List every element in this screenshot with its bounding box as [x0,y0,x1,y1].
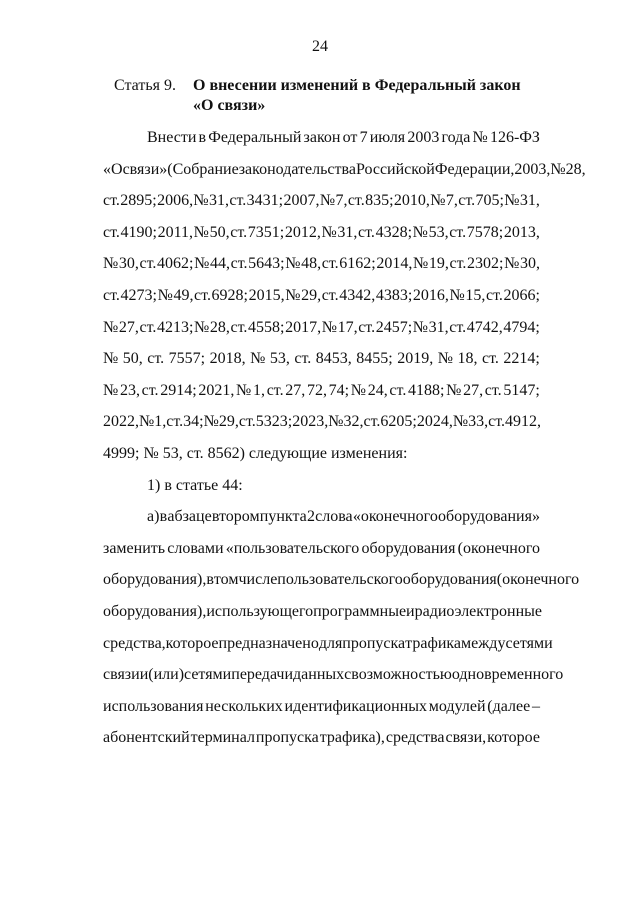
word: ст. [449,223,467,241]
word: 74; [328,381,350,399]
word: ст. [103,192,120,210]
word: 5323; [255,413,293,431]
word: 7351; [247,223,285,241]
word: № [103,318,119,336]
word: № [250,350,266,368]
word: ст. [358,318,376,336]
word: № [446,381,462,399]
word: 34; [183,413,204,431]
word: ст. [166,413,184,431]
word: оборудования), [103,602,207,620]
paragraph-line [103,722,540,754]
word: идентификационных [284,697,427,715]
word: 2914; [160,381,197,399]
word: (или) [148,666,185,684]
word: средства [385,729,445,747]
word: ст. [103,223,120,241]
word: «оконечного [352,508,438,526]
word: 7557; [168,350,206,368]
paragraph-line [103,185,540,217]
word: 4273; [120,286,157,304]
word: года [441,129,471,146]
word: 32, [343,413,364,431]
word: 2895; [120,192,157,210]
word: 19, [428,255,449,273]
word: – [531,697,540,715]
word: ст. [139,255,157,273]
word: ст. [449,318,467,336]
word: 1, [253,381,265,399]
word: 8455; [356,350,393,368]
word: Внести [147,129,197,146]
word: передачи [231,666,294,684]
word: 23, [119,381,140,399]
word: № [412,318,429,336]
word: № [328,413,344,431]
word: июля [369,129,406,146]
word: ст. [347,192,365,210]
word: 2 [306,508,315,526]
word: 4742, [466,318,503,336]
word: № [319,192,336,210]
word: 2010, [393,192,430,210]
paragraph-line [103,122,540,154]
word: № [321,318,337,336]
word: № [194,255,210,273]
article-title-line-1: О внесении изменений в Федеральный закон [193,77,521,94]
word: для [318,634,343,652]
article-label: Статья 9. [114,77,176,94]
word: ст. [458,192,476,210]
word: 4912, [504,413,541,431]
paragraph-line [103,596,540,628]
word: № [452,413,469,431]
word: «пользовательского [225,539,360,557]
word: использующего [206,602,314,620]
paragraph-line [103,343,540,375]
word: 50, [209,223,230,241]
word: терминал [190,729,255,747]
word: № [472,129,488,146]
word: 53, [269,350,290,368]
word: 2022, [103,413,139,431]
word: 27, [118,318,139,336]
line-words [147,122,540,154]
word: № [449,286,465,304]
word: Федерации, [434,160,515,178]
word: оборудования [361,539,456,557]
word: 29, [301,286,322,304]
word: трафика [405,634,462,652]
page-number: 24 [312,38,328,55]
line-words [103,533,540,565]
paragraph-line: 4999; № 53, ст. 8562) следующие изменения: [103,444,408,462]
word: (Собрание [167,160,239,178]
word: ст. [449,255,467,273]
word: № [350,381,367,399]
word: № [236,381,252,399]
word: ст. [358,223,375,241]
word: ст. [230,223,248,241]
word: № [157,286,173,304]
word: Федеральный [208,129,302,146]
word: абонентский [103,729,190,747]
word: связи, [445,729,487,747]
word: 31, [519,192,540,210]
line-words [103,312,540,344]
word: 44, [210,255,230,273]
word: пропуска [255,729,319,747]
word: ст. [321,255,339,273]
word: 15, [465,286,486,304]
word: № [193,223,209,241]
word: № [321,223,337,241]
paragraph-line [103,659,564,691]
word: ст. [141,381,159,399]
word: данных [293,666,345,684]
word: сетями [505,634,553,652]
word: ст. [294,350,312,368]
line-words [103,248,540,280]
word: 2012, [284,223,321,241]
word: программные [313,602,407,620]
word: пользовательского [277,571,403,589]
word: 53, [428,223,449,241]
word: ст. [194,286,211,304]
word: которое [165,634,219,652]
word: модулей [428,697,486,715]
word: № [437,350,453,368]
word: ст. [229,192,247,210]
line-words [103,722,540,754]
word: № [412,223,428,241]
word: ст. [389,381,407,399]
word: и [406,602,415,620]
word: 4342, [339,286,376,304]
word: 835; [365,192,394,210]
word: № [103,350,119,368]
word: 31, [337,223,358,241]
word: (оконечного [457,539,540,557]
word: оборудования» [437,508,540,526]
word: 28, [209,318,230,336]
word: 27, [285,381,306,399]
word: 2023, [292,413,329,431]
word: 7 [359,129,368,146]
paragraph-line [103,375,540,407]
word: № [139,413,155,431]
word: ст. [230,255,248,273]
word: 4794; [503,318,540,336]
word: оборудования [402,571,497,589]
word: 4190; [120,223,157,241]
word: радиоэлектронные [414,602,542,620]
word: заменить [103,539,166,557]
word: в [159,508,168,526]
word: 4213; [156,318,194,336]
word: 50, [122,350,143,368]
word: 2021, [198,381,235,399]
word: 2302; [466,255,504,273]
word: сетями [184,666,232,684]
word: 18, [457,350,478,368]
article-heading [114,76,521,116]
word: в [206,571,214,589]
word: 126-ФЗ [489,129,540,146]
word: № [504,192,520,210]
word: (оконечного [496,571,580,589]
word: 49, [173,286,194,304]
word: 2007, [283,192,320,210]
word: 3431; [246,192,284,210]
word: 2016, [412,286,449,304]
word: 2011, [157,223,194,241]
word: от [342,129,358,146]
word: пункта [259,508,307,526]
word: средства, [103,634,166,652]
word: 2019, [397,350,434,368]
word: 5147; [503,381,540,399]
word: ст. [363,413,381,431]
word: 2214; [503,350,540,368]
word: № [504,255,520,273]
line-words [147,501,540,533]
paragraph-line [103,628,553,660]
word: ст. [485,286,503,304]
word: 2003 [407,129,440,146]
word: абзаце [167,508,212,526]
word: ст. [103,286,120,304]
list-item-1: 1) в статье 44: [147,476,243,494]
word: № [550,160,566,178]
word: № [193,192,209,210]
word: одновременного [451,666,564,684]
word: и [139,666,149,684]
word: 4383; [375,286,413,304]
line-words [103,375,540,407]
line-words [103,596,540,628]
word: возможностью [351,666,452,684]
line-words [103,659,564,691]
word: № [430,192,446,210]
word: 2018, [209,350,246,368]
paragraph-line [103,217,540,249]
word: ст. [139,318,157,336]
word: 2066; [503,286,540,304]
word: оборудования), [103,571,207,589]
word: 705; [475,192,504,210]
paragraph-line [103,501,540,533]
word: 2006, [157,192,194,210]
line-words [103,343,540,375]
word: которое [487,729,540,747]
word: ст. [321,286,339,304]
line-words [103,185,540,217]
word: Российской [355,160,435,178]
line-words [103,217,540,249]
word: 2014, [376,255,413,273]
word: 29, [218,413,239,431]
word: ст. [481,350,499,368]
line-words [103,564,580,596]
word: законодательства [238,160,356,178]
word: № [285,286,301,304]
word: 6205; [380,413,417,431]
word: № [203,413,219,431]
word: нескольких [205,697,283,715]
word: ст. [488,413,505,431]
word: ст. [238,413,256,431]
word: 5643; [248,255,285,273]
word: 7578; [466,223,504,241]
word: 31, [428,318,449,336]
word: 27, [463,381,484,399]
paragraph-line [103,154,586,186]
paragraph-line [103,280,540,312]
paragraph-line [103,533,540,565]
word: ст. [230,318,248,336]
word: 2017, [285,318,322,336]
word: с [344,666,352,684]
intro-paragraph [103,122,586,470]
word: 24, [367,381,388,399]
word: 2003, [514,160,551,178]
word: 2013, [503,223,540,241]
word: 31, [209,192,230,210]
word: между [461,634,506,652]
word: № [194,318,210,336]
word: 7, [445,192,458,210]
word: 6928; [211,286,248,304]
word: 17, [337,318,358,336]
subitem-a-paragraph [103,501,580,754]
word: № [103,255,119,273]
word: 33, [468,413,489,431]
word: трафика), [319,729,385,747]
paragraph-line [103,312,540,344]
word: 8453, [315,350,352,368]
word: слова [315,508,353,526]
word: словами [167,539,224,557]
word: № [412,255,429,273]
paragraph-line [103,564,580,596]
word: 4188; [408,381,445,399]
word: ст. [484,381,502,399]
word: втором [211,508,260,526]
word: (далее [487,697,531,715]
word: связи» [122,160,168,178]
word: № [285,255,301,273]
line-words [103,154,586,186]
word: 2457; [375,318,413,336]
word: 4328; [375,223,413,241]
word: 30, [519,255,540,273]
word: а) [147,508,160,526]
word: 2024, [416,413,453,431]
word: ст. [266,381,284,399]
word: 1, [154,413,167,431]
word: 28, [565,160,586,178]
word: в [198,129,207,146]
word: 48, [301,255,322,273]
word: «О [103,160,123,178]
word: пропуска [342,634,406,652]
word: числе [238,571,278,589]
word: ст. [147,350,165,368]
word: 7, [335,192,348,210]
line-words [103,628,553,660]
word: предназначено [218,634,319,652]
word: закон [303,129,341,146]
paragraph-line [103,248,540,280]
document-body [103,122,586,754]
line-words [103,280,540,312]
word: 72, [306,381,327,399]
word: 2015, [248,286,285,304]
word: № [103,381,119,399]
word: 30, [118,255,139,273]
paragraph-line [103,406,540,438]
word: связи [103,666,140,684]
word: том [213,571,239,589]
word: использования [103,697,204,715]
word: 6162; [339,255,376,273]
article-title-line-2: «О связи» [193,97,266,114]
line-words [103,691,540,723]
word: 4062; [157,255,194,273]
paragraph-line [103,691,540,723]
word: 4558; [248,318,285,336]
line-words [103,406,540,438]
